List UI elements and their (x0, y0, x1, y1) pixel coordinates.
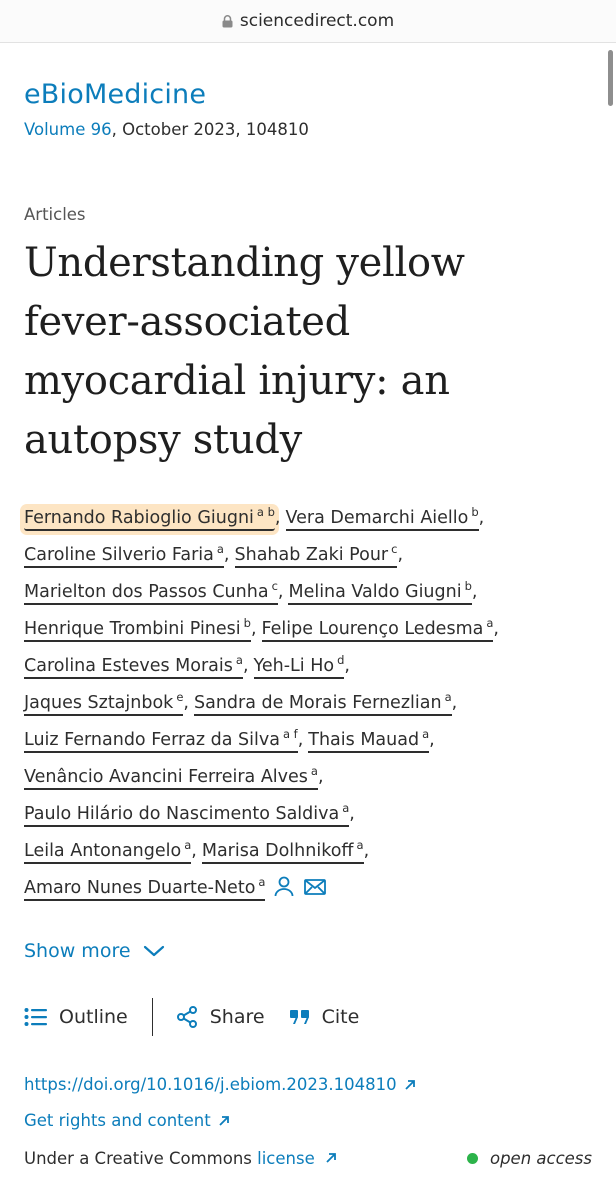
author-name: Shahab Zaki Pour (234, 545, 389, 565)
author-link[interactable] (24, 838, 192, 864)
author-separator: , (242, 656, 249, 676)
author-name: Yeh-Li Ho (253, 656, 335, 676)
affiliation-marker[interactable]: a (310, 764, 318, 778)
author-link[interactable] (24, 764, 318, 790)
author-name: Leila Antonangelo (24, 841, 182, 861)
affiliation-marker[interactable]: b (243, 616, 251, 630)
address-bar[interactable] (0, 0, 616, 43)
open-access-label: open access (489, 1149, 592, 1168)
author-name: Paulo Hilário do Nascimento Saldiva (24, 804, 340, 824)
affiliation-marker[interactable]: b (471, 505, 479, 519)
affiliation-marker[interactable]: c (391, 542, 398, 556)
share-icon (175, 1005, 199, 1029)
quote-icon (289, 1008, 311, 1026)
author-separator: , (191, 841, 197, 861)
author-separator: , (493, 619, 499, 639)
author-separator: , (429, 730, 435, 750)
author-name: Marisa Dolhnikoff (201, 841, 354, 861)
email-icon[interactable] (303, 877, 327, 897)
author-line (24, 568, 592, 605)
journal-name[interactable]: eBioMedicine (24, 79, 207, 110)
author-name: Venâncio Avancini Ferreira Alves (24, 767, 308, 787)
author-separator: , (317, 767, 324, 787)
author-name: Felipe Lourenço Ledesma (261, 619, 484, 639)
article-header (0, 79, 616, 1168)
author-link[interactable] (253, 653, 345, 679)
author-link[interactable] (193, 690, 452, 716)
doi-link[interactable] (24, 1067, 417, 1103)
author-link[interactable] (285, 505, 479, 531)
scrollbar-thumb[interactable] (608, 50, 613, 106)
affiliation-marker[interactable]: a f (282, 727, 298, 741)
author-name: Jaques Sztajnbok (24, 693, 174, 713)
affiliation-marker[interactable]: a (258, 875, 266, 889)
author-name: Vera Demarchi Aiello (285, 508, 469, 528)
author-separator: , (297, 730, 304, 750)
title-line: autopsy study (24, 417, 302, 463)
author-line (24, 753, 592, 790)
article-links (24, 1067, 592, 1139)
external-link-icon (403, 1078, 417, 1092)
author-name: Caroline Silverio Faria (24, 545, 214, 565)
issue-details: , October 2023, 104810 (111, 120, 309, 139)
author-name: Sandra de Morais Fernezlian (193, 693, 442, 713)
author-line (24, 864, 592, 901)
author-separator: , (471, 582, 478, 602)
lock-icon (222, 15, 233, 28)
author-line (24, 827, 592, 864)
author-link[interactable] (24, 653, 243, 679)
author-name: Luiz Fernando Ferraz da Silva (24, 730, 280, 750)
author-line (24, 531, 592, 568)
cite-label: Cite (321, 1006, 360, 1028)
author-name: Thais Mauad (308, 730, 420, 750)
issue-info (24, 120, 592, 139)
title-line: fever-associated (24, 299, 350, 345)
article-type: Articles (24, 205, 86, 224)
author-name: Henrique Trombini Pinesi (24, 619, 241, 639)
author-name: Carolina Esteves Morais (24, 656, 233, 676)
author-list (24, 494, 592, 901)
share-button[interactable] (175, 1005, 265, 1029)
author-separator: , (344, 656, 350, 676)
author-link[interactable] (201, 838, 364, 864)
author-name: Marielton dos Passos Cunha (24, 582, 269, 602)
license-link[interactable] (257, 1149, 338, 1168)
author-link[interactable] (24, 690, 184, 716)
show-more-label: Show more (24, 940, 131, 962)
affiliation-marker[interactable]: a (486, 616, 494, 630)
author-line (24, 494, 592, 531)
license-prefix: Under a Creative Commons (24, 1149, 258, 1168)
author-link[interactable] (234, 542, 398, 568)
author-link[interactable] (24, 505, 275, 531)
author-separator: , (277, 582, 284, 602)
affiliation-marker[interactable]: a (342, 801, 350, 815)
action-divider (152, 998, 153, 1036)
author-separator: , (478, 508, 485, 528)
author-link[interactable] (308, 727, 430, 753)
affiliation-marker[interactable]: a (444, 690, 452, 704)
author-link[interactable] (24, 875, 266, 901)
title-line: Understanding yellow (24, 240, 465, 286)
author-name: Melina Valdo Giugni (288, 582, 462, 602)
external-link-icon (324, 1151, 338, 1165)
rights-link[interactable] (24, 1103, 231, 1139)
author-link[interactable] (24, 542, 224, 568)
chevron-down-icon (143, 944, 165, 958)
author-line (24, 605, 592, 642)
author-link[interactable] (24, 579, 278, 605)
author-name: Fernando Rabioglio Giugni (24, 508, 254, 528)
author-separator: , (250, 619, 257, 639)
title-line: myocardial injury: an (24, 358, 450, 404)
affiliation-marker[interactable]: a (184, 838, 192, 852)
author-line (24, 642, 592, 679)
article-title (24, 234, 592, 470)
author-link[interactable] (24, 727, 298, 753)
rights-text: Get rights and content (24, 1111, 211, 1130)
license-row (24, 1149, 592, 1168)
author-separator: , (183, 693, 189, 713)
author-line (24, 716, 592, 753)
author-line (24, 679, 592, 716)
author-link[interactable] (24, 801, 350, 827)
affiliation-marker[interactable]: a (216, 542, 224, 556)
author-line (24, 790, 592, 827)
url-text: sciencedirect.com (239, 11, 395, 31)
affiliation-marker[interactable]: c (271, 579, 278, 593)
share-label: Share (209, 1006, 265, 1028)
author-link[interactable] (261, 616, 494, 642)
affiliation-marker[interactable]: a (422, 727, 430, 741)
license-link-text: license (257, 1149, 315, 1168)
affiliation-marker[interactable]: d (337, 653, 345, 667)
volume-link[interactable]: Volume 96 (24, 120, 112, 139)
cite-button[interactable] (289, 1006, 360, 1028)
author-separator: , (451, 693, 458, 713)
list-icon (24, 1007, 48, 1027)
author-separator: , (223, 545, 230, 565)
affiliation-marker[interactable]: a (356, 838, 364, 852)
external-link-icon (217, 1114, 231, 1128)
show-more-button[interactable] (24, 940, 592, 962)
author-separator: , (349, 804, 355, 824)
author-link[interactable] (288, 579, 472, 605)
license-text (24, 1149, 338, 1168)
author-name: Amaro Nunes Duarte-Neto (24, 878, 256, 898)
article-actions (24, 997, 592, 1037)
affiliation-marker[interactable]: a b (256, 505, 275, 519)
affiliation-marker[interactable]: a (235, 653, 243, 667)
outline-label: Outline (59, 1006, 128, 1028)
open-access-dot-icon (467, 1153, 478, 1164)
author-separator: , (363, 841, 370, 861)
author-link[interactable] (24, 616, 251, 642)
author-separator: , (274, 508, 281, 528)
author-separator: , (397, 545, 404, 565)
affiliation-marker[interactable]: b (464, 579, 472, 593)
affiliation-marker[interactable]: e (176, 690, 184, 704)
person-icon[interactable] (273, 875, 295, 897)
outline-button[interactable] (24, 1006, 128, 1028)
doi-text: https://doi.org/10.1016/j.ebiom.2023.104810 (24, 1075, 397, 1094)
open-access-badge (467, 1149, 592, 1168)
